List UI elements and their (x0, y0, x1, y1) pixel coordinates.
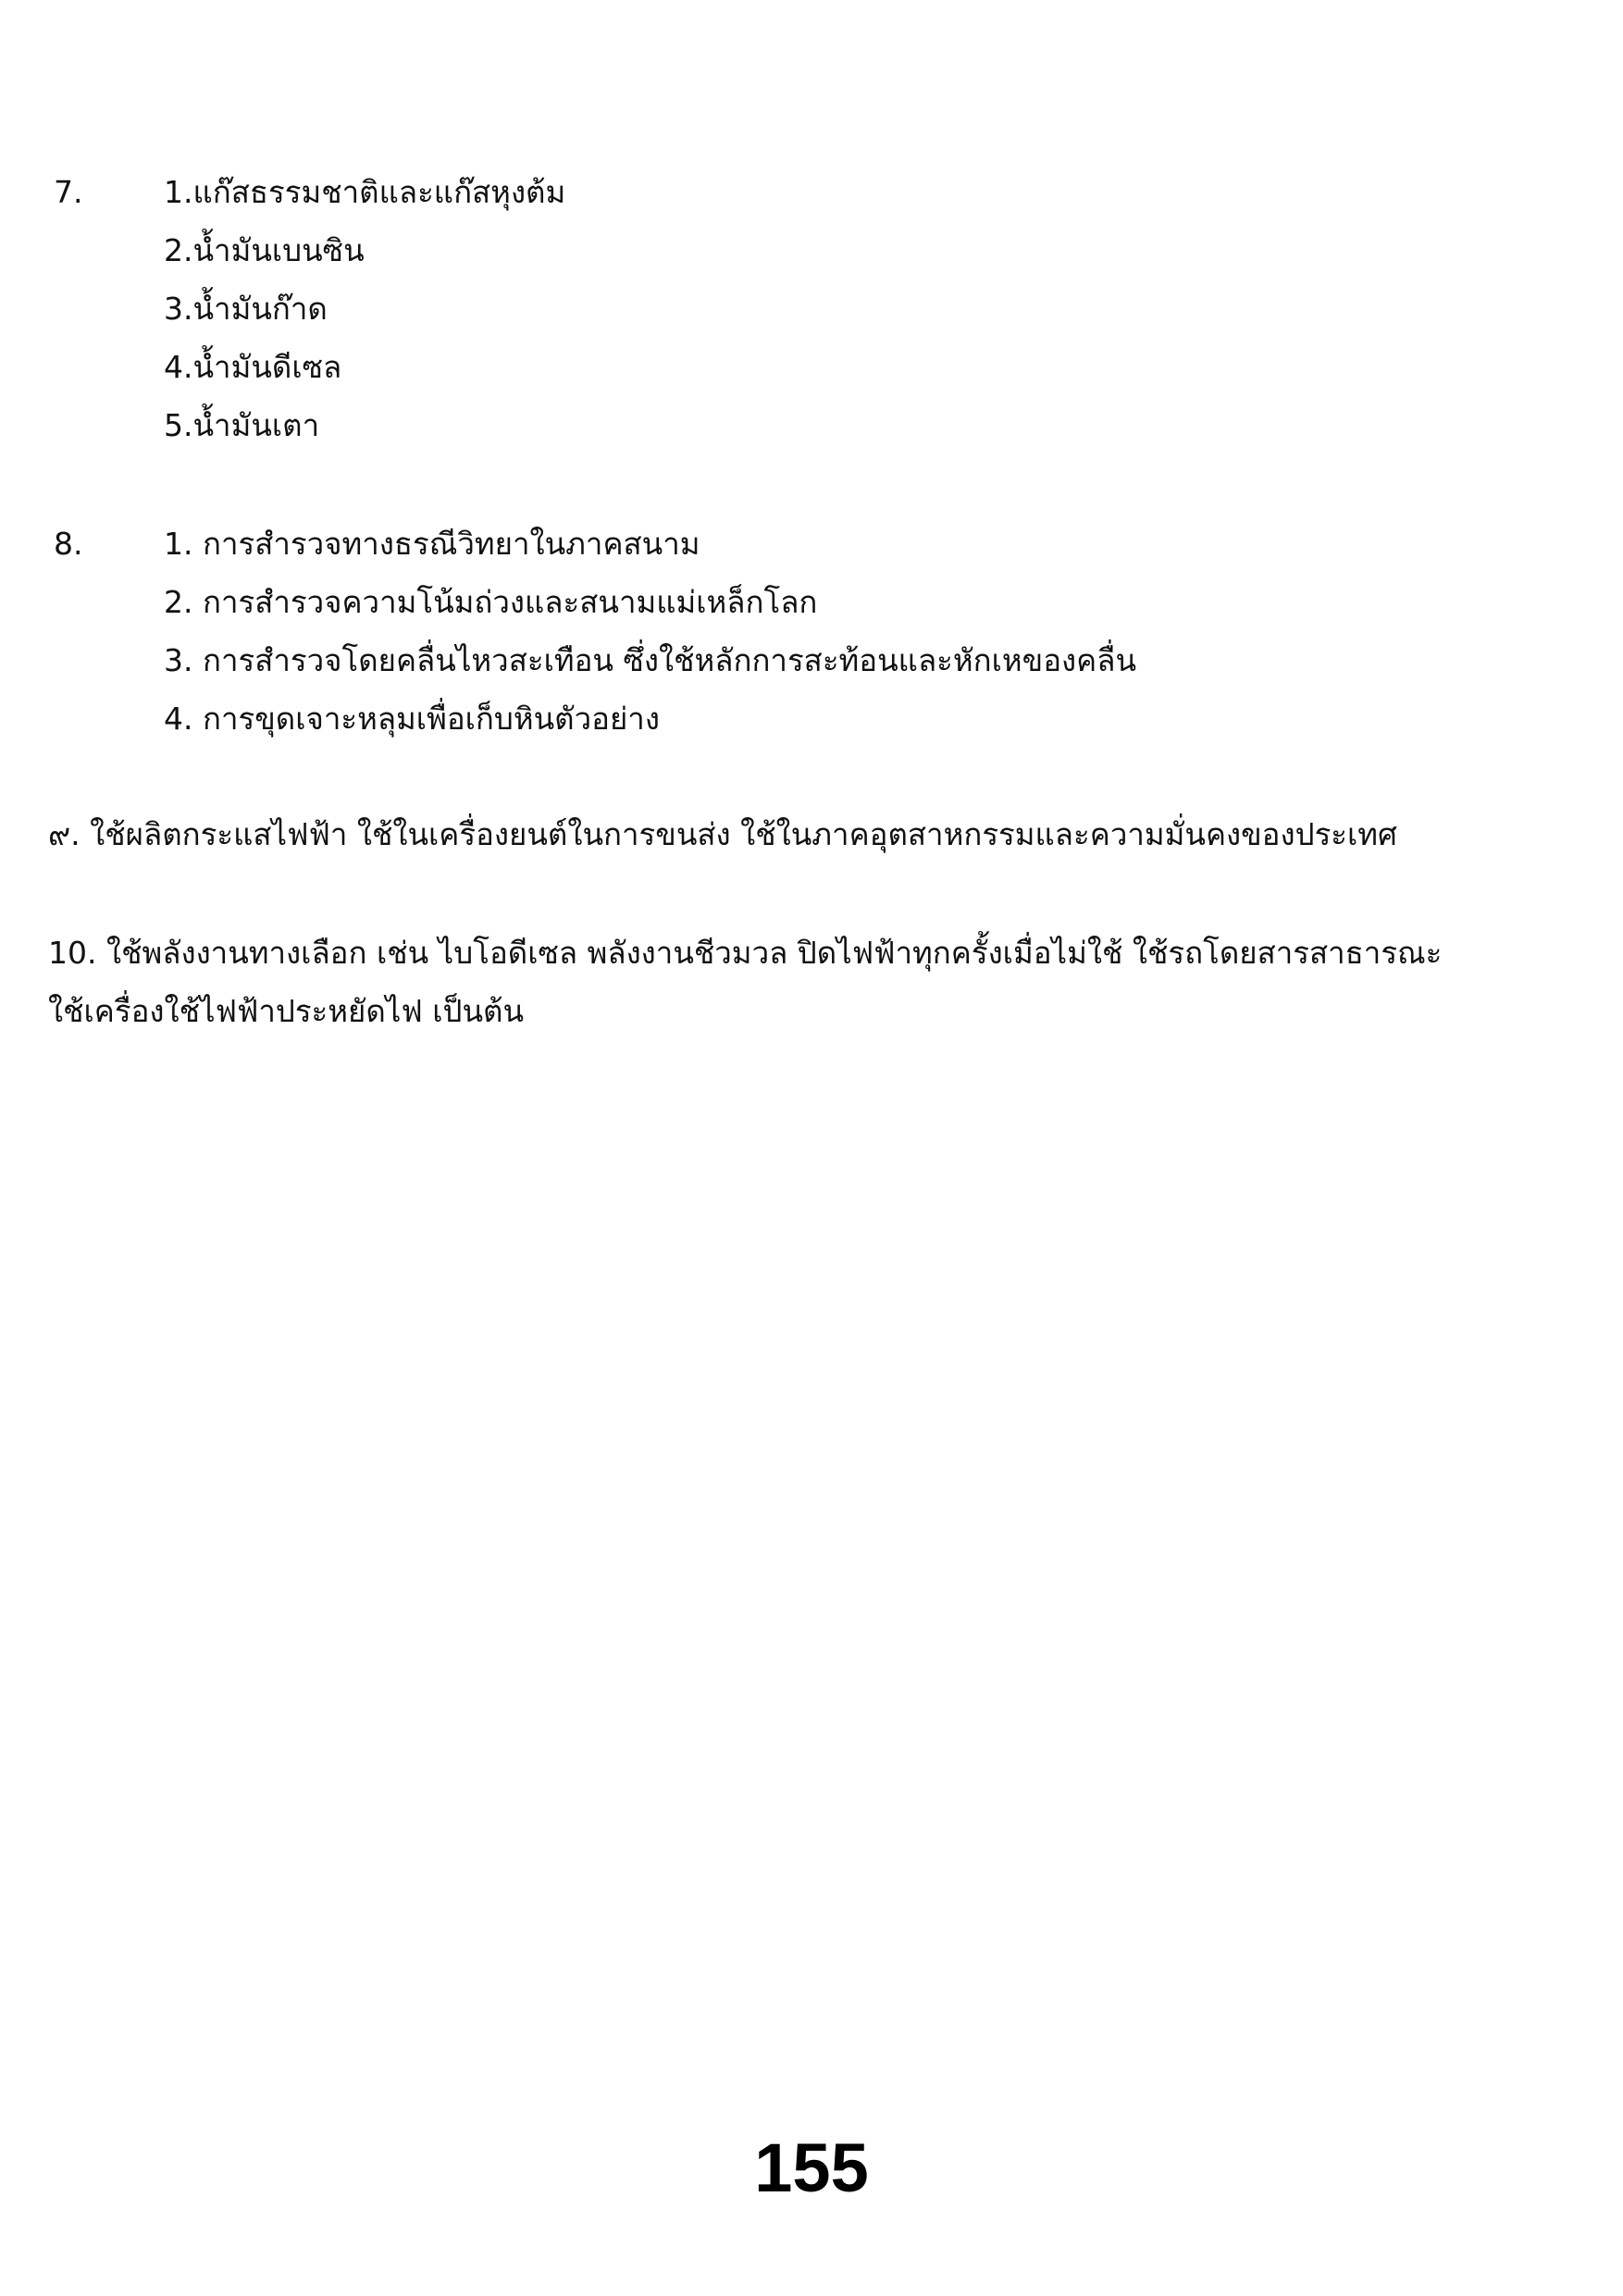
answer-9-text: ๙. ใช้ผลิตกระแสไฟฟ้า ใช้ในเครื่องยนต์ในการขนส่ง ใช้ในภาคอุตสาหกรรมและความมั่นคงของประเทศ (48, 816, 1397, 852)
answer-7-item: 1.แก๊สธรรมชาติและแก๊สหุงต้ม (164, 174, 566, 210)
answer-8-item: 2. การสำรวจความโน้มถ่วงและสนามแม่เหล็กโลก (164, 584, 818, 620)
answer-7-item: 5.น้ำมันเตา (164, 407, 320, 443)
answer-10 (48, 924, 1529, 1040)
answer-8-item: 1. การสำรวจทางธรณีวิทยาในภาคสนาม (164, 526, 700, 562)
answer-8-number: 8. (54, 526, 83, 562)
answer-10-line-2: ใช้เครื่องใช้ไฟฟ้าประหยัดไฟ เป็นต้น (48, 993, 525, 1029)
answer-7-item: 4.น้ำมันดีเซล (164, 349, 342, 385)
answer-9 (48, 805, 1529, 863)
answer-8-item: 4. การขุดเจาะหลุมเพื่อเก็บหินตัวอย่าง (164, 701, 660, 737)
page-number: 155 (754, 2129, 869, 2206)
answer-8-item: 3. การสำรวจโดยคลื่นไหวสะเทือน ซึ่งใช้หลักการสะท้อนและหักเหของคลื่น (164, 642, 1137, 678)
answer-7-item: 2.น้ำมันเบนซิน (164, 232, 365, 268)
answer-7-item: 3.น้ำมันก๊าด (164, 291, 328, 327)
answer-7-number: 7. (54, 174, 83, 210)
answer-10-line-1: 10. ใช้พลังงานทางเลือก เช่น ไบโอดีเซล พลังงานชีวมวล ปิดไฟฟ้าทุกครั้งเมื่อไม่ใช้ ใช้รถโดยสารสาธารณะ (48, 935, 1443, 971)
